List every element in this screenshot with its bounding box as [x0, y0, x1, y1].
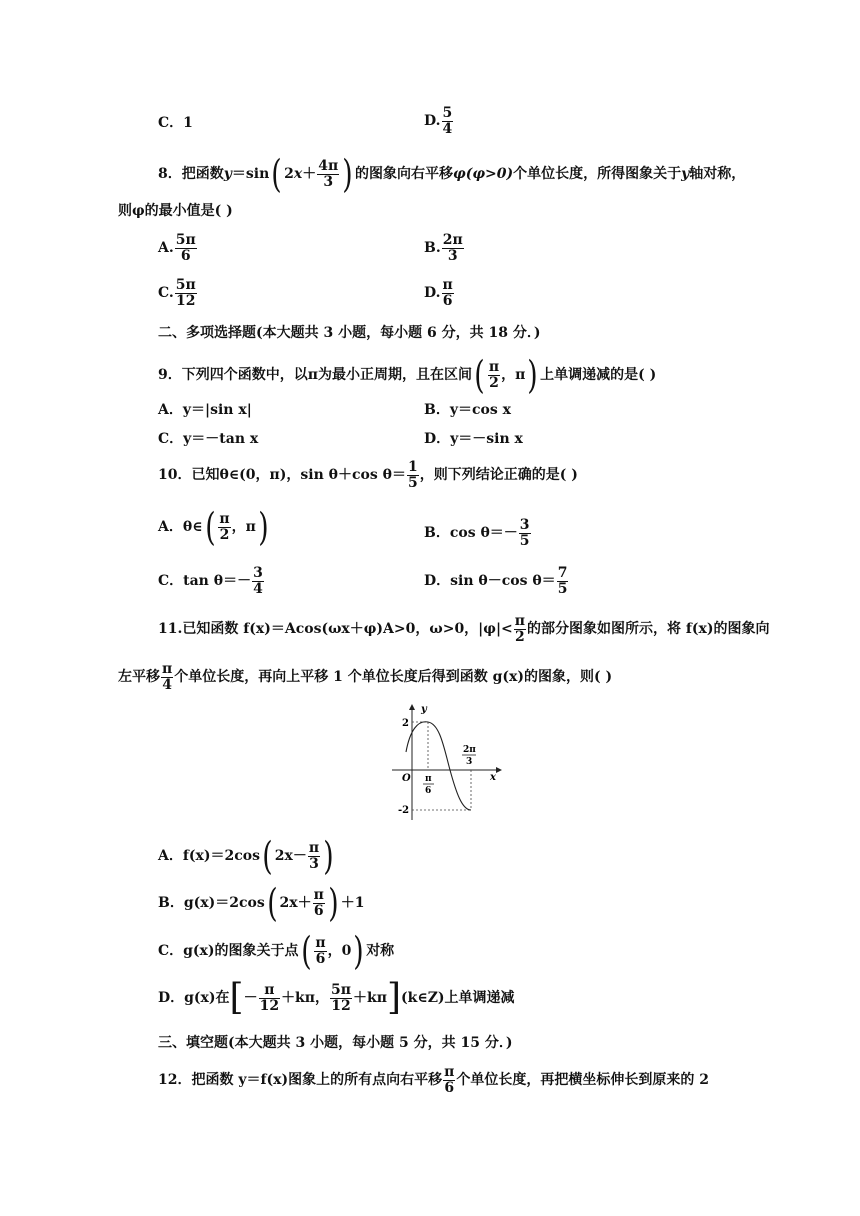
q9-option-b: B．y＝cos x	[424, 402, 511, 418]
q9-option-a: A．y＝|sin x|	[158, 402, 252, 418]
q10-option-a: A．θ∈( $\frac{\pi}{2}$ ，π)	[158, 505, 269, 549]
q9-interval: ( $\frac{\pi}{2}$ ，π)	[474, 353, 538, 397]
q10-stem: 10．已知θ∈(0，π)，sin θ＋cos θ＝ $\frac{1}{5}$ ，则下列结论正确的是( )	[158, 459, 578, 491]
q11-stem-line2: 左平移 $\frac{\pi}{4}$ 个单位长度，再向上平移 1 个单位长度后得到函数 g(x)的图象，则( )	[118, 661, 613, 693]
q9-stem: 9．下列四个函数中，以π为最小正周期，且在区间( $\frac{\pi}{2}$ ，π) 上单调递减的是( )	[158, 353, 657, 397]
section-2-heading: 二、多项选择题(本大题共 3 小题，每小题 6 分，共 18 分．)	[158, 325, 541, 341]
tick2-numerator: 2π	[463, 745, 476, 755]
q9-option-c: C．y＝－tan x	[158, 431, 259, 447]
q8-stem-line2: 则φ的最小值是( )	[118, 203, 233, 219]
tick1-denominator: 6	[425, 786, 432, 796]
y-min-label: -2	[398, 805, 410, 816]
q9-option-d: D．y＝－sin x	[424, 431, 523, 447]
q7-option-c: C．1	[158, 115, 193, 131]
q11-function-graph	[390, 700, 510, 822]
q10-option-b: B．cos θ＝－ $\frac{3}{5}$	[424, 517, 530, 549]
q12-stem: 12．把函数 y＝f(x)图象上的所有点向右平移 $\frac{\pi}{6}$ 个单位长度，再把横坐标伸长到原来的 2	[158, 1064, 709, 1096]
x-axis-label: x	[490, 772, 496, 783]
q8-argument: ( 2x＋ $\frac{4\pi}{3}$ )	[271, 152, 353, 196]
q8-stem: 8．把函数y＝sin( 2x＋ $\frac{4\pi}{3}$ ) 的图象向右平移φ(φ>0)个单位长度，所得图象关于y轴对称，	[158, 152, 746, 196]
q8-option-d: D. $\frac{\pi}{6}$	[424, 277, 453, 309]
q11-stem: 11.已知函数 f(x)＝Acos(ωx＋φ)A>0，ω>0，|φ|< $\frac{\pi}{2}$ 的部分图象如图所示，将 f(x)的图象向	[158, 613, 770, 645]
origin-label: O	[402, 773, 411, 784]
y-axis-label: y	[421, 704, 427, 715]
y-axis-arrow	[409, 704, 415, 710]
q11-option-c: C．g(x)的图象关于点( $\frac{\pi}{6}$ ，0) 对称	[158, 929, 395, 973]
y-max-label: 2	[402, 718, 409, 729]
q8-option-c: C. $\frac{5\pi}{12}$	[158, 277, 196, 309]
q7-option-d: D. $\frac{5}{4}$	[424, 105, 453, 137]
q11-option-a: A．f(x)＝2cos( 2x－ $\frac{\pi}{3}$ )	[158, 834, 334, 878]
q10-option-d: D．sin θ－cos θ＝ $\frac{7}{5}$	[424, 565, 568, 597]
tick2-denominator: 3	[466, 757, 473, 767]
q11-option-d: D．g(x)在[－ $\frac{\pi}{12}$ ＋kπ， $\frac{5\pi}{12}$ ＋kπ](k∈Z)上单调递减	[158, 977, 515, 1018]
q10-option-c: C．tan θ＝－ $\frac{3}{4}$	[158, 565, 263, 597]
q8-option-b: B. $\frac{2\pi}{3}$	[424, 232, 463, 264]
cosine-curve	[406, 722, 471, 810]
x-axis-arrow	[496, 767, 502, 773]
tick1-numerator: π	[425, 774, 432, 784]
section-3-heading: 三、填空题(本大题共 3 小题，每小题 5 分，共 15 分．)	[158, 1035, 513, 1051]
q7-d-fraction: $\frac{5}{4}$	[442, 105, 453, 137]
q11-option-b: B．g(x)＝2cos( 2x＋ $\frac{\pi}{6}$ ) ＋1	[158, 881, 365, 925]
q8-option-a: A. $\frac{5\pi}{6}$	[158, 232, 196, 264]
